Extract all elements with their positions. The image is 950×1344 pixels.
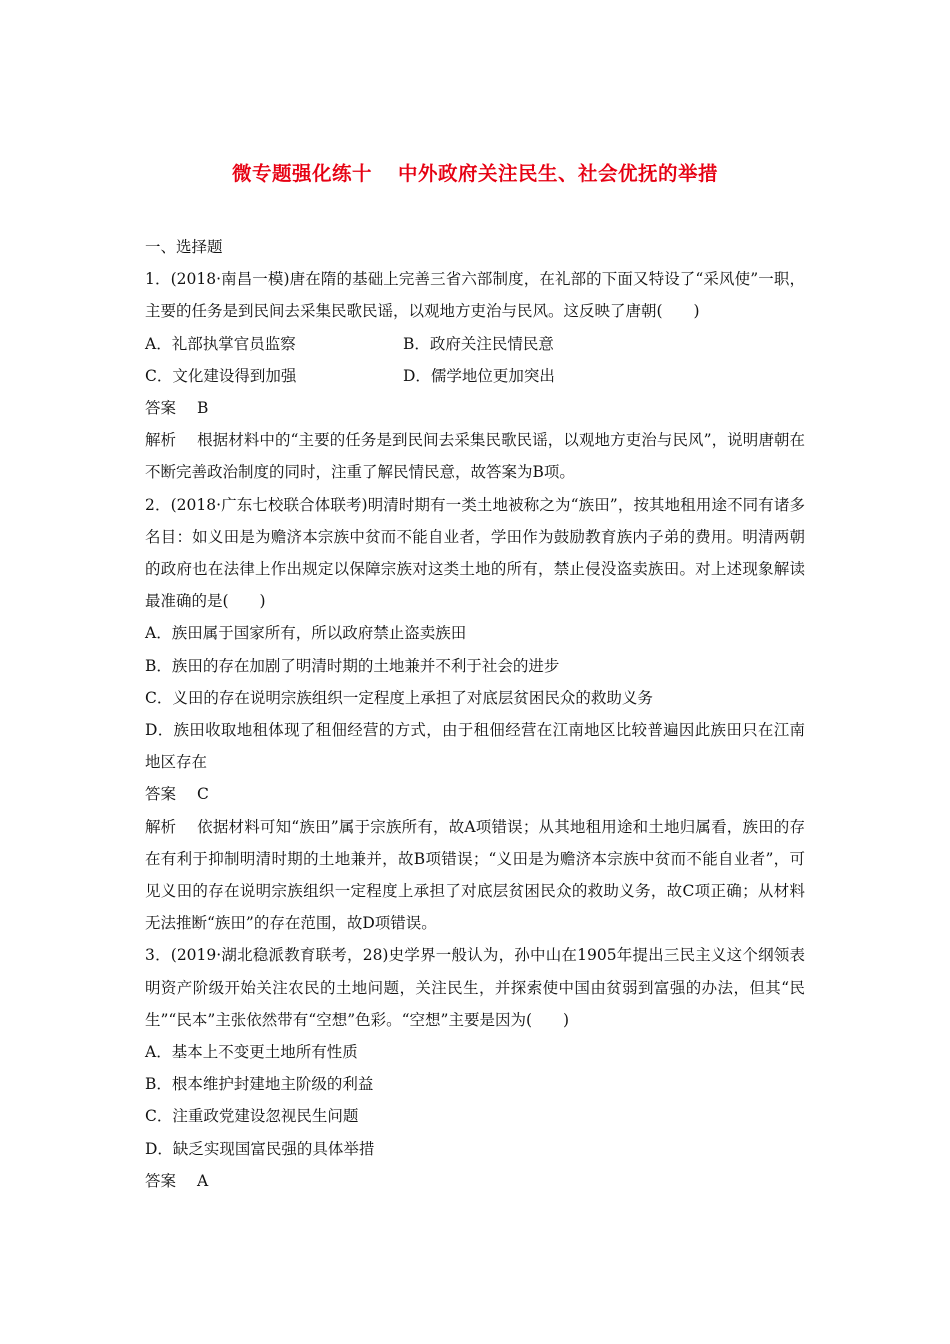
- q1-answer-value: B: [197, 399, 209, 418]
- q2-option-c: C．义田的存在说明宗族组织一定程度上承担了对底层贫困民众的救助义务: [145, 688, 653, 707]
- q1-analysis-text: 根据材料中的“主要的任务是到民间去采集民歌民谣，以观地方吏治与民风”，说明唐朝在不断完善政治制度的同时，注重了解民情民意，故答案为B项。: [145, 431, 805, 482]
- q3-answer-value: A: [197, 1171, 209, 1190]
- q2-answer-value: C: [197, 785, 209, 804]
- q1-analysis-label: 解析: [145, 431, 177, 450]
- q1-answer: [145, 392, 805, 424]
- q2-analysis: [145, 811, 805, 940]
- q3-option-d: D．缺乏实现国富民强的具体举措: [145, 1139, 375, 1158]
- q2-option-b: B．族田的存在加剧了明清时期的土地兼并不利于社会的进步: [145, 656, 560, 675]
- q1-analysis: [145, 424, 805, 488]
- q2-answer-label: 答案: [145, 785, 177, 804]
- q3-stem: 3．(2019·湖北稳派教育联考，28)史学界一般认为，孙中山在1905年提出三民主义这个纲领表明资产阶级开始关注农民的土地问题，关注民生，并探索使中国由贫弱到富强的办法，但其“民生”“民本”主张依然带有“空想”色彩。“空想”主要是因为( ): [145, 946, 805, 1029]
- title-left: 微专题强化练十: [231, 162, 372, 185]
- page-title: [0, 158, 950, 186]
- q3-option-b: B．根本维护封建地主阶级的利益: [145, 1075, 374, 1094]
- q1-option-c: C．文化建设得到加强: [145, 366, 297, 385]
- q1-options-row1: [145, 328, 805, 360]
- q1-stem: 1．(2018·南昌一模)唐在隋的基础上完善三省六部制度，在礼部的下面又特设了“采风使”一职，主要的任务是到民间去采集民歌民谣，以观地方吏治与民风。这反映了唐朝( ): [145, 270, 805, 321]
- q1-option-d: D．儒学地位更加突出: [403, 366, 555, 385]
- q1-answer-label: 答案: [145, 399, 177, 418]
- q3-option-a: A．基本上不变更土地所有性质: [145, 1043, 358, 1062]
- q1-option-b: B．政府关注民情民意: [403, 334, 554, 353]
- q1-options-row2: [145, 360, 805, 392]
- q3-answer: [145, 1165, 805, 1197]
- q2-option-d: D．族田收取地租体现了租佃经营的方式，由于租佃经营在江南地区比较普遍因此族田只在江南地区存在: [145, 721, 805, 772]
- content: [145, 231, 805, 1197]
- title-right: 中外政府关注民生、社会优抚的举措: [398, 162, 719, 185]
- q2-stem: 2．(2018·广东七校联合体联考)明清时期有一类土地被称之为“族田”，按其地租用途不同有诸多名目：如义田是为赡济本宗族中贫而不能自业者，学田作为鼓励教育族内子弟的费用。明清两朝的政府也在法律上作出规定以保障宗族对这类土地的所有，禁止侵没盗卖族田。对上述现象解读最准确的是( ): [145, 495, 805, 611]
- q2-option-a: A．族田属于国家所有，所以政府禁止盗卖族田: [145, 624, 467, 643]
- q3-option-c: C．注重政党建设忽视民生问题: [145, 1107, 359, 1126]
- q3-answer-label: 答案: [145, 1171, 177, 1190]
- q1-option-a: A．礼部执掌官员监察: [145, 334, 296, 353]
- q2-analysis-label: 解析: [145, 817, 177, 836]
- q2-analysis-text: 依据材料可知“族田”属于宗族所有，故A项错误；从其地租用途和土地归属看，族田的存在有利于抑制明清时期的土地兼并，故B项错误；“义田是为赡济本宗族中贫而不能自业者”，可见义田的存在说明宗族组织一定程度上承担了对底层贫困民众的救助义务，故C项正确；从材料无法推断“族田”的存在范围，故D项错误。: [145, 817, 805, 933]
- section-heading: 一、选择题: [145, 238, 223, 256]
- q2-answer: [145, 778, 805, 810]
